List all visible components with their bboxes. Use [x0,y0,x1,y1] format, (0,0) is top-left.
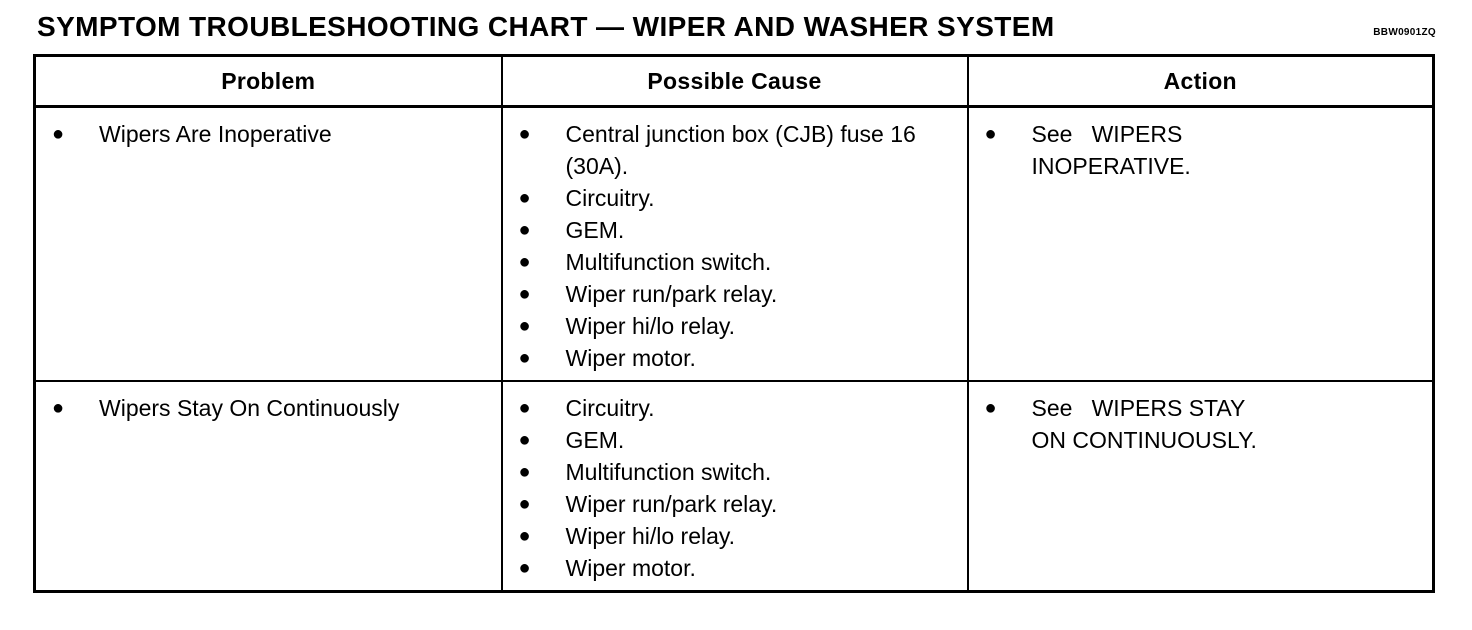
bullet-icon: ● [518,315,531,337]
list-item [503,278,967,310]
action-text: See WIPERS STAY ON CONTINUOUSLY. [1031,395,1257,453]
cause-list [503,382,967,590]
page-title: SYMPTOM TROUBLESHOOTING CHART — WIPER AND WASHER SYSTEM [37,11,1055,42]
list-item [503,456,967,488]
problem-text: Wipers Stay On Continuously [99,395,400,421]
table-row [35,381,1434,592]
cause-text: Multifunction switch. [565,459,772,485]
bullet-icon: ● [518,123,531,145]
bullet-icon: ● [518,557,531,579]
cause-list [503,108,967,380]
bullet-icon: ● [518,251,531,273]
cause-text: Wiper run/park relay. [565,491,778,517]
bullet-icon: ● [984,123,997,145]
bullet-icon: ● [52,123,65,145]
cause-cell [502,381,968,592]
troubleshooting-table [33,54,1435,593]
cause-text: Wiper hi/lo relay. [565,313,736,339]
bullet-icon: ● [518,283,531,305]
bullet-icon: ● [518,187,531,209]
list-item [503,246,967,278]
list-item [503,552,967,584]
problem-list [36,108,501,156]
action-list [969,382,1433,462]
figure-code: BBW0901ZQ [1373,27,1436,38]
list-item [36,392,501,424]
bullet-icon: ● [518,493,531,515]
table-header-row [35,56,1434,107]
action-text: See WIPERS INOPERATIVE. [1031,121,1191,179]
list-item [503,182,967,214]
cause-text: Wiper run/park relay. [565,281,778,307]
list-item [36,118,501,150]
header-action: Action [968,56,1434,107]
list-item [503,118,967,182]
cause-text: Multifunction switch. [565,249,772,275]
bullet-icon: ● [518,525,531,547]
bullet-icon: ● [518,397,531,419]
list-item [503,488,967,520]
list-item [969,118,1433,182]
cause-cell [502,107,968,382]
bullet-icon: ● [518,429,531,451]
problem-cell [35,107,502,382]
cause-text: GEM. [565,427,625,453]
table-row [35,107,1434,382]
header-possible-cause: Possible Cause [502,56,968,107]
list-item [503,520,967,552]
problem-cell [35,381,502,592]
list-item [503,214,967,246]
list-item [969,392,1433,456]
cause-text: Central junction box (CJB) fuse 16 (30A). [565,121,916,179]
problem-text: Wipers Are Inoperative [99,121,332,147]
cause-text: Wiper hi/lo relay. [565,523,736,549]
action-cell [968,381,1434,592]
cause-text: Wiper motor. [565,555,696,581]
action-list [969,108,1433,188]
bullet-icon: ● [52,397,65,419]
header-problem: Problem [35,56,502,107]
list-item [503,424,967,456]
list-item [503,392,967,424]
bullet-icon: ● [518,219,531,241]
bullet-icon: ● [984,397,997,419]
cause-text: Circuitry. [565,185,655,211]
bullet-icon: ● [518,461,531,483]
bullet-icon: ● [518,347,531,369]
list-item [503,342,967,374]
list-item [503,310,967,342]
cause-text: Circuitry. [565,395,655,421]
problem-list [36,382,501,430]
cause-text: GEM. [565,217,625,243]
cause-text: Wiper motor. [565,345,696,371]
action-cell [968,107,1434,382]
